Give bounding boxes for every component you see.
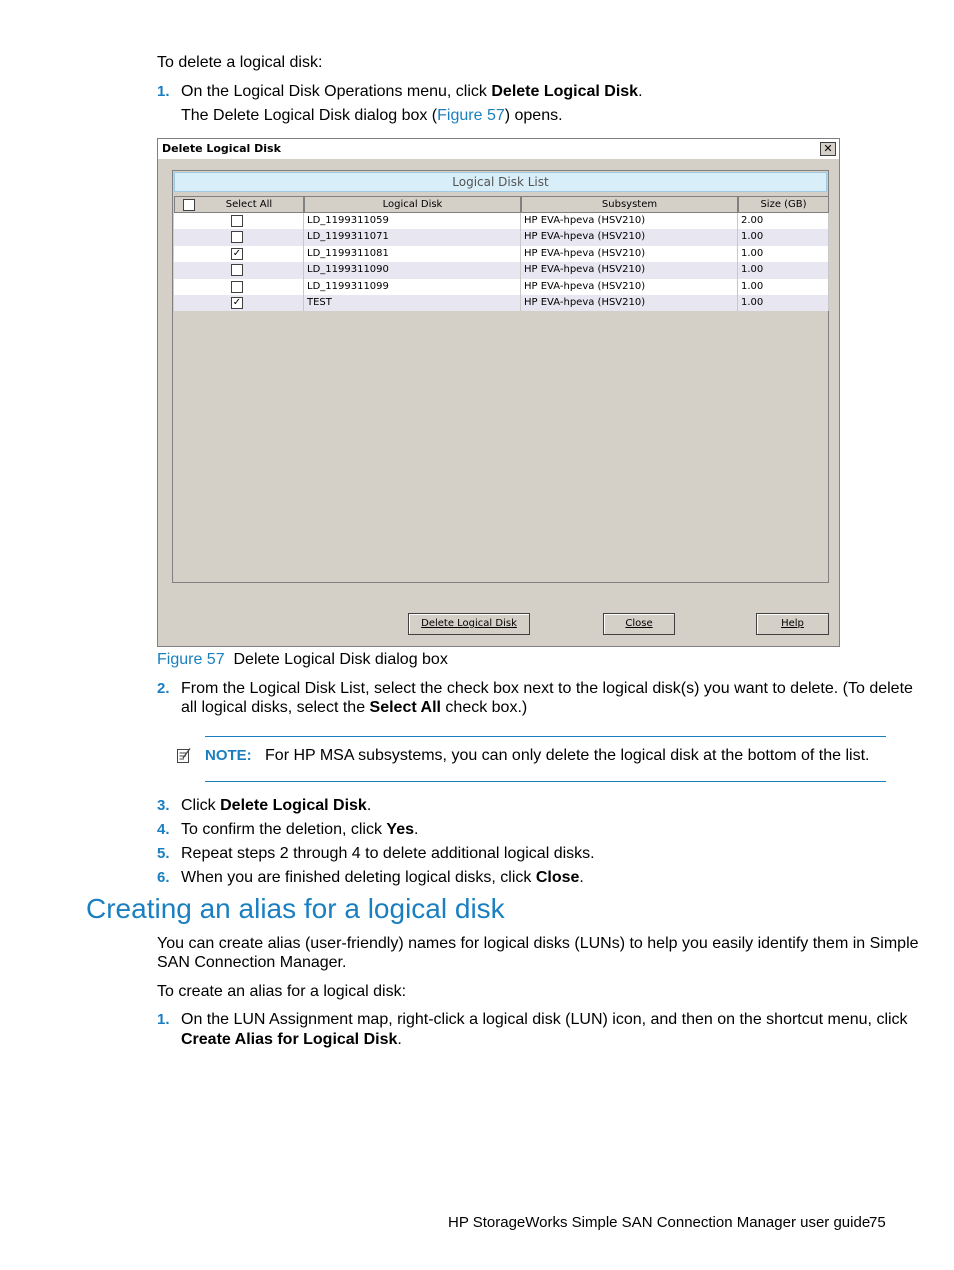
step-number: 2. [157, 680, 170, 697]
delete-logical-disk-dialog [157, 138, 840, 647]
step-number: 1. [157, 1011, 170, 1028]
table-row[interactable] [174, 262, 828, 278]
disk-cell: LD_1199311059 [304, 213, 521, 229]
intro-text: To delete a logical disk: [157, 54, 323, 71]
figure-link[interactable]: Figure 57 [437, 107, 505, 124]
row-checkbox[interactable]: ✓ [232, 247, 242, 259]
step-number: 4. [157, 821, 170, 838]
subsystem-cell: HP EVA-hpeva (HSV210) [521, 246, 738, 262]
footer-title: HP StorageWorks Simple SAN Connection Manager user guide [448, 1214, 871, 1231]
size-cell: 1.00 [738, 229, 829, 245]
paragraph: To create an alias for a logical disk: [157, 983, 407, 1000]
logical-disk-list-panel [172, 170, 829, 583]
row-checkbox[interactable] [231, 231, 243, 243]
close-button[interactable]: Close [603, 613, 675, 635]
help-button[interactable]: Help [756, 613, 829, 635]
subsystem-cell: HP EVA-hpeva (HSV210) [521, 213, 738, 229]
step-text: Repeat steps 2 through 4 to delete additional logical disks. [181, 845, 595, 862]
delete-logical-disk-button[interactable]: Delete Logical Disk [408, 613, 530, 635]
disk-cell: TEST [304, 295, 521, 311]
row-checkbox[interactable] [231, 281, 243, 293]
step-text: On the LUN Assignment map, right-click a logical disk (LUN) icon, and then on the shortcut menu, click [181, 1011, 908, 1028]
select-cell [174, 279, 304, 295]
note-divider-top [205, 736, 886, 737]
row-checkbox[interactable] [231, 264, 243, 276]
step-number: 6. [157, 869, 170, 886]
select-cell [174, 246, 304, 262]
row-checkbox[interactable] [231, 215, 243, 227]
step-number: 3. [157, 797, 170, 814]
dialog-titlebar [158, 139, 839, 159]
step-text: Click Delete Logical Disk. [181, 797, 372, 814]
note-text: NOTE: For HP MSA subsystems, you can only delete the logical disk at the bottom of the list. [205, 747, 870, 764]
step-text-cont: all logical disks, select the Select All check box.) [181, 699, 528, 716]
subsystem-cell: HP EVA-hpeva (HSV210) [521, 262, 738, 278]
select-cell [174, 213, 304, 229]
size-cell: 1.00 [738, 262, 829, 278]
size-cell: 1.00 [738, 279, 829, 295]
column-header-select-all[interactable]: Select All [174, 196, 304, 213]
size-cell: 1.00 [738, 246, 829, 262]
size-cell: 1.00 [738, 295, 829, 311]
list-title: Logical Disk List [174, 172, 827, 192]
step-text: When you are finished deleting logical disks, click Close. [181, 869, 584, 886]
column-header-size[interactable]: Size (GB) [738, 196, 829, 213]
table-row[interactable] [174, 213, 828, 229]
size-cell: 2.00 [738, 213, 829, 229]
grid-header [174, 196, 828, 213]
column-header-subsystem[interactable]: Subsystem [521, 196, 738, 213]
table-row[interactable] [174, 246, 828, 262]
paragraph-line: SAN Connection Manager. [157, 954, 347, 971]
select-cell [174, 262, 304, 278]
select-cell [174, 229, 304, 245]
close-icon[interactable]: ✕ [820, 142, 836, 156]
table-row[interactable] [174, 279, 828, 295]
table-row[interactable] [174, 229, 828, 245]
step-number: 5. [157, 845, 170, 862]
step-subtext: The Delete Logical Disk dialog box (Figure 57) opens. [181, 107, 563, 124]
select-cell [174, 295, 304, 311]
step-text: To confirm the deletion, click Yes. [181, 821, 419, 838]
step-text-cont: Create Alias for Logical Disk. [181, 1031, 402, 1048]
subsystem-cell: HP EVA-hpeva (HSV210) [521, 279, 738, 295]
section-heading: Creating an alias for a logical disk [86, 893, 505, 924]
disk-cell: LD_1199311081 [304, 246, 521, 262]
disk-cell: LD_1199311071 [304, 229, 521, 245]
disk-cell: LD_1199311099 [304, 279, 521, 295]
note-icon [177, 748, 191, 763]
step-text: From the Logical Disk List, select the check box next to the logical disk(s) you want to delete. (To delete [181, 680, 913, 697]
column-header-logical-disk[interactable]: Logical Disk [304, 196, 521, 213]
dialog-title: Delete Logical Disk [162, 142, 281, 155]
figure-caption: Figure 57 Delete Logical Disk dialog box [157, 651, 448, 668]
step-number: 1. [157, 83, 170, 100]
row-checkbox[interactable]: ✓ [232, 296, 242, 308]
paragraph-line: You can create alias (user-friendly) names for logical disks (LUNs) to help you easily identify them in Simple [157, 935, 919, 952]
table-row[interactable] [174, 295, 828, 311]
disk-cell: LD_1199311090 [304, 262, 521, 278]
step-text: On the Logical Disk Operations menu, click Delete Logical Disk. [181, 83, 643, 100]
note-divider-bottom [205, 781, 886, 782]
page-number: 75 [869, 1214, 886, 1231]
select-all-checkbox[interactable] [183, 199, 195, 211]
subsystem-cell: HP EVA-hpeva (HSV210) [521, 229, 738, 245]
subsystem-cell: HP EVA-hpeva (HSV210) [521, 295, 738, 311]
grid-rows [174, 213, 828, 311]
